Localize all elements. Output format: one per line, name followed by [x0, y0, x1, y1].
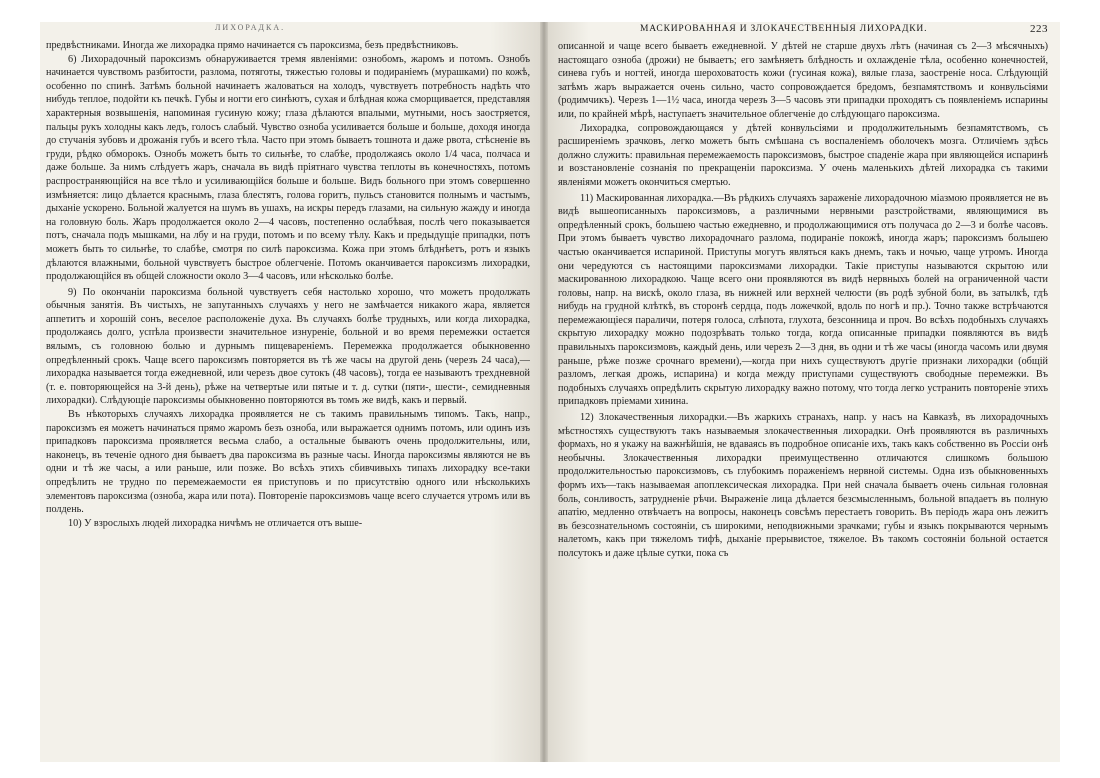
right-page — [548, 22, 1060, 762]
right-paragraph-2: Лихорадка, сопровождающаяся у дѣтей конвульсіями и продолжительнымъ безпамятствомъ, съ расширеніемъ зрачковъ, легко можетъ быть смѣшана съ воспаленіемъ оболочекъ мозга. Отличіемъ здѣсь должно служить: правильная перемежаемость пароксизмовъ, быстрое спаденіе жара при являющейся испаринѣ и возстановленіе сознанія по прекращеніи пароксизма. У очень маленькихъ дѣтей лихорадка съ такими явленіями можетъ окончиться смертью. — [558, 122, 1048, 188]
left-paragraph-3: 9) По окончаніи пароксизма больной чувствуетъ себя настолько хорошо, что можетъ продолжать обычныя занятія. Въ чистыхъ, не запутанныхъ случаяхъ у него не замѣчается никакого жара, является аппетитъ и хорошій сонъ, веселое расположеніе духа. Въ случаяхъ болѣе трудныхъ, или когда лихорадка, продолжаясь долго, успѣла произвести значительное изнуреніе, больной и во время перемежки остается вялымъ, съ головною болью и дурнымъ пищевареніемъ. Перемежка продолжается обыкновенно опредѣленный срокъ. Чаще всего пароксизмъ повторяется въ тѣ же часы на другой день (черезъ 24 часа),—лихорадка называется тогда ежедневной, или черезъ двое сутокъ (48 часовъ), тогда ее называютъ трехдневной (т. е. повторяющейся на 3-й день), рѣже на четвертые или пятые и т. д. сутки (пяти-, шести-, семидневныя лихорадки). Слѣдующіе пароксизмы обыкновенно повторяются въ томъ же видѣ, какъ и первый. — [46, 286, 530, 407]
left-paragraph-5: 10) У взрослыхъ людей лихорадка ничѣмъ не отличается отъ выше- — [68, 517, 363, 529]
left-page — [40, 22, 540, 762]
left-paragraph-4: Въ нѣкоторыхъ случаяхъ лихорадка проявляется не съ такимъ правильнымъ типомъ. Такъ, напр., пароксизмъ ея можетъ начинаться прямо жаромъ безъ озноба, или выражается однимъ потомъ, или одинъ изъ припадковъ пароксизма проявляется весьма слабо, а остальные бываютъ очень продолжительны, или, наконецъ, въ теченіе одного дня бываетъ два пароксизма въ разные часы. Иногда пароксизмы являются не въ одни и тѣ же часы, а или раньше, или позже. Во всѣхъ этихъ сбивчивыхъ типахъ лихорадку все-таки опредѣлить не трудно по перемежаемости ея приступовъ и по присутствію одного или нѣсколькихъ элементовъ пароксизма (озноба, жара или пота). Повтореніе пароксизмовъ чаще всего случается утромъ или въ полдень. — [46, 409, 530, 516]
right-paragraph-4: 12) Злокачественныя лихорадки.—Въ жаркихъ странахъ, напр. у насъ на Кавказѣ, въ лихорадочныхъ мѣстностяхъ существуютъ такъ называемыя злокачественныя лихорадки. Онѣ проявляются въ различныхъ формахъ, но я укажу на важнѣйшія, не вдаваясь въ подробное описаніе ихъ, такъ какъ собственно въ Россіи онѣ необычны. Злокачественныя лихорадки преимущественно отличаются слишкомъ большою продолжительностью пароксизмовъ, съ глубокимъ пораженіемъ нервной системы. Одна изъ обыкновенныхъ формъ ихъ—такъ называемая апоплексическая лихорадка. При ней сначала бываетъ очень сильная головная боль, сонливость, затрудненіе рѣчи. Выраженіе лица дѣлается безсмысленнымъ, больной впадаетъ въ полную апатію, медленно отвѣчаетъ на вопросы, наконецъ совсѣмъ перестаетъ говорить. Въ періодъ жара онъ лежитъ въ безсознательномъ состояніи, съ широкими, неподвижными зрачками; губы и языкъ покрываются чернымъ налетомъ, какъ при тяжеломъ тифѣ, дыханіе прерывистое, тяжелое. Въ такомъ состояніи больной остается полсутокъ и даже цѣлые сутки, пока съ — [558, 412, 1048, 559]
left-page-body — [46, 39, 530, 530]
book-gutter — [540, 22, 548, 762]
right-page-body — [558, 40, 1048, 561]
right-paragraph-1: описанной и чаще всего бываетъ ежедневной. У дѣтей не старше двухъ лѣтъ (начиная съ 2—3 мѣсячныхъ) настоящаго озноба (дрожи) не бываетъ; его замѣняетъ блѣдность и охлажденіе тѣла, особенно конечностей, синева губъ и ногтей, иногда шероховатость кожи (гусиная кожа), вялые глаза, заостреніе носа. Слѣдующій затѣмъ жаръ выражается очень сильно, часто сопровождается бредомъ, безпамятствомъ и конвульсіями (родимчикъ). Черезъ 1—1½ часа, иногда черезъ 3—5 часовъ эти припадки проходятъ съ появленіемъ испарины или, по крайней мѣрѣ, наступаетъ значительное облегченіе до слѣдующаго пароксизма. — [558, 41, 1048, 120]
left-paragraph-1: предвѣстниками. Иногда же лихорадка прямо начинается съ пароксизма, безъ предвѣстниковъ. — [46, 40, 459, 51]
left-paragraph-2: 6) Лихорадочный пароксизмъ обнаруживается тремя явленіями: ознобомъ, жаромъ и потомъ. Ознобъ начинается чувствомъ разбитости, разлома, потяготы, тяжестью головы и подираніемъ (мурашками) по кожѣ, особенно по спинѣ. Затѣмъ больной начинаетъ жаловаться на холодъ, чувствуетъ потребность надѣть что нибудь теплое, подойти къ печкѣ. Губы и ногти его синѣютъ, сухая и блѣдная кожа сморщивается, представляя характерныя возвышенія, напоминая гусиную кожу; глаза дѣлаются впалыми, мутными, носъ заостряется, пальцы рукъ холодны какъ ледъ, голосъ слабый. Чувство озноба усиливается больше и больше, доходя иногда до стучанія зубовъ и дрожанія губъ и всего тѣла. Часто при этомъ бываетъ тошнота и даже рвота, стѣсненіе въ груди, рѣдко обморокъ. Ознобъ можетъ быть то сильнѣе, то слабѣе, продолжаясь около 1/4 часа, полчаса и даже больше. За нимъ слѣдуетъ жаръ, сначала въ видѣ пріятнаго чувства теплоты въ конечностяхъ, потомъ распространяющійся на все тѣло и усиливающійся больше и больше. Видъ больного при этомъ совершенно измѣняется: лицо дѣлается краснымъ, глаза блестятъ, голова горитъ, пульсъ становится полнымъ и частымъ, дыханіе ускорено. Больной жалуется на шумъ въ ушахъ, на искры передъ глазами, на сильную жажду и иногда на головную боль. Жаръ продолжается около 2—4 часовъ, постепенно ослабѣвая, послѣ чего показывается потъ, сначала подъ мышками, на лбу и на груди, потомъ и по всему тѣлу. Какъ и предыдущіе припадки, потъ можетъ быть то сильнѣе, то слабѣе, смотря по силѣ пароксизма. Кожа при этомъ блѣднѣетъ, ротъ и языкъ дѣлаются влажными, больной чувствуетъ быстрое облегченіе. Потомъ оканчивается пароксизмъ лихорадки, продолжающійся въ общей сложности около 3—4 часовъ, или нѣсколько болѣе. — [46, 53, 530, 283]
page-number: 223 — [1030, 23, 1048, 35]
right-paragraph-3: 11) Маскированная лихорадка.—Въ рѣдкихъ случаяхъ зараженіе лихорадочною міазмою проявляется не въ видѣ вышеописанныхъ пароксизмовъ, а различными нервными разстройствами, являющимися въ опредѣленный срокъ, большею частью ежедневно, и продолжающимися отъ получаса до 2—3 и болѣе часовъ. При этомъ бываетъ чувство лихорадочнаго разлома, подираніе покожѣ, иногда жаръ; пароксизмъ большею частью оканчивается испариной. Приступы могутъ являться какъ днемъ, такъ и ночью, чаще утромъ. Иногда они чередуются съ настоящими пароксизмами лихорадки. Такіе приступы называются скрытою или маскированною лихорадкою. Чаще всего они проявляются въ видѣ нервныхъ болей на ограниченной части головы, напр. на вискѣ, около глаза, въ нижней или верхней челюсти (въ родѣ зубной боли, въ затылкѣ, гдѣ нибудь на грудной клѣткѣ, въ сторонѣ сердца, подъ ложечкой, вдоль по ногѣ и пр.). Точно также встрѣчаются перемежающіеся параличи, потеря голоса, слѣпота, глухота, безсонница и проч. Во всѣхъ подобныхъ случаяхъ скрытую лихорадку можно подозрѣвать только тогда, когда описанные припадки появляются въ видѣ правильныхъ пароксизмовъ, каждый день, или черезъ 2—3 дня, въ одни и тѣ же часы (иногда часомъ или двумя раньше, рѣже позже срочнаго времени),—когда при нихъ существуютъ другіе признаки лихорадки (общій разломъ, легкая дрожь, испарина) и когда между приступами существуютъ свободные перемежки. Въ подобныхъ случаяхъ опредѣлить скрытую лихорадку важно потому, что тогда легко устранить повтореніе этихъ припадковъ пріемами хинина. — [558, 192, 1048, 408]
left-running-header: ЛИХОРАДКА. — [215, 23, 286, 32]
right-running-header: МАСКИРОВАННАЯ И ЗЛОКАЧЕСТВЕННЫЯ ЛИХОРАДКИ. — [640, 24, 928, 34]
